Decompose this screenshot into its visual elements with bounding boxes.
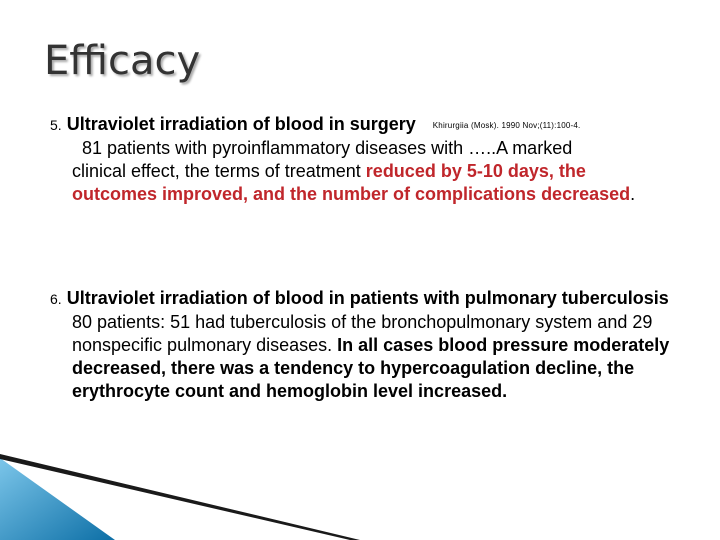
list-item-5 <box>50 113 670 206</box>
item-body-bold: In all cases blood pressure moderately decreased, there was a tendency to hypercoagulation decline, the erythrocyte count and hemoglobin level increased. <box>72 335 670 401</box>
item-body-end: . <box>630 184 636 204</box>
decorative-swoosh <box>0 440 360 540</box>
item-body <box>50 137 670 206</box>
item-heading: Ultraviolet irradiation of blood in patients with pulmonary tuberculosis <box>66 288 669 308</box>
slide-title: Efficacy <box>44 38 201 84</box>
list-item-6 <box>50 287 670 403</box>
item-body-text: 80 patients: 51 had tuberculosis of the bronchopulmonary system and 29 nonspecific pulmonary diseases. <box>72 312 653 355</box>
item-heading: Ultraviolet irradiation of blood in surgery <box>66 114 416 134</box>
item-number: 5. <box>50 117 62 133</box>
item-citation: Khirurgiia (Mosk). 1990 Nov;(11):100-4. <box>432 121 581 130</box>
item-body-highlight: reduced by 5-10 days, the outcomes improved, and the number of complications decreased <box>72 161 631 204</box>
item-body-line1: 81 patients with pyroinflammatory diseases with …..A marked <box>82 138 573 158</box>
item-body-text: clinical effect, the terms of treatment <box>72 161 366 181</box>
item-number: 6. <box>50 291 62 307</box>
item-body <box>50 311 670 403</box>
